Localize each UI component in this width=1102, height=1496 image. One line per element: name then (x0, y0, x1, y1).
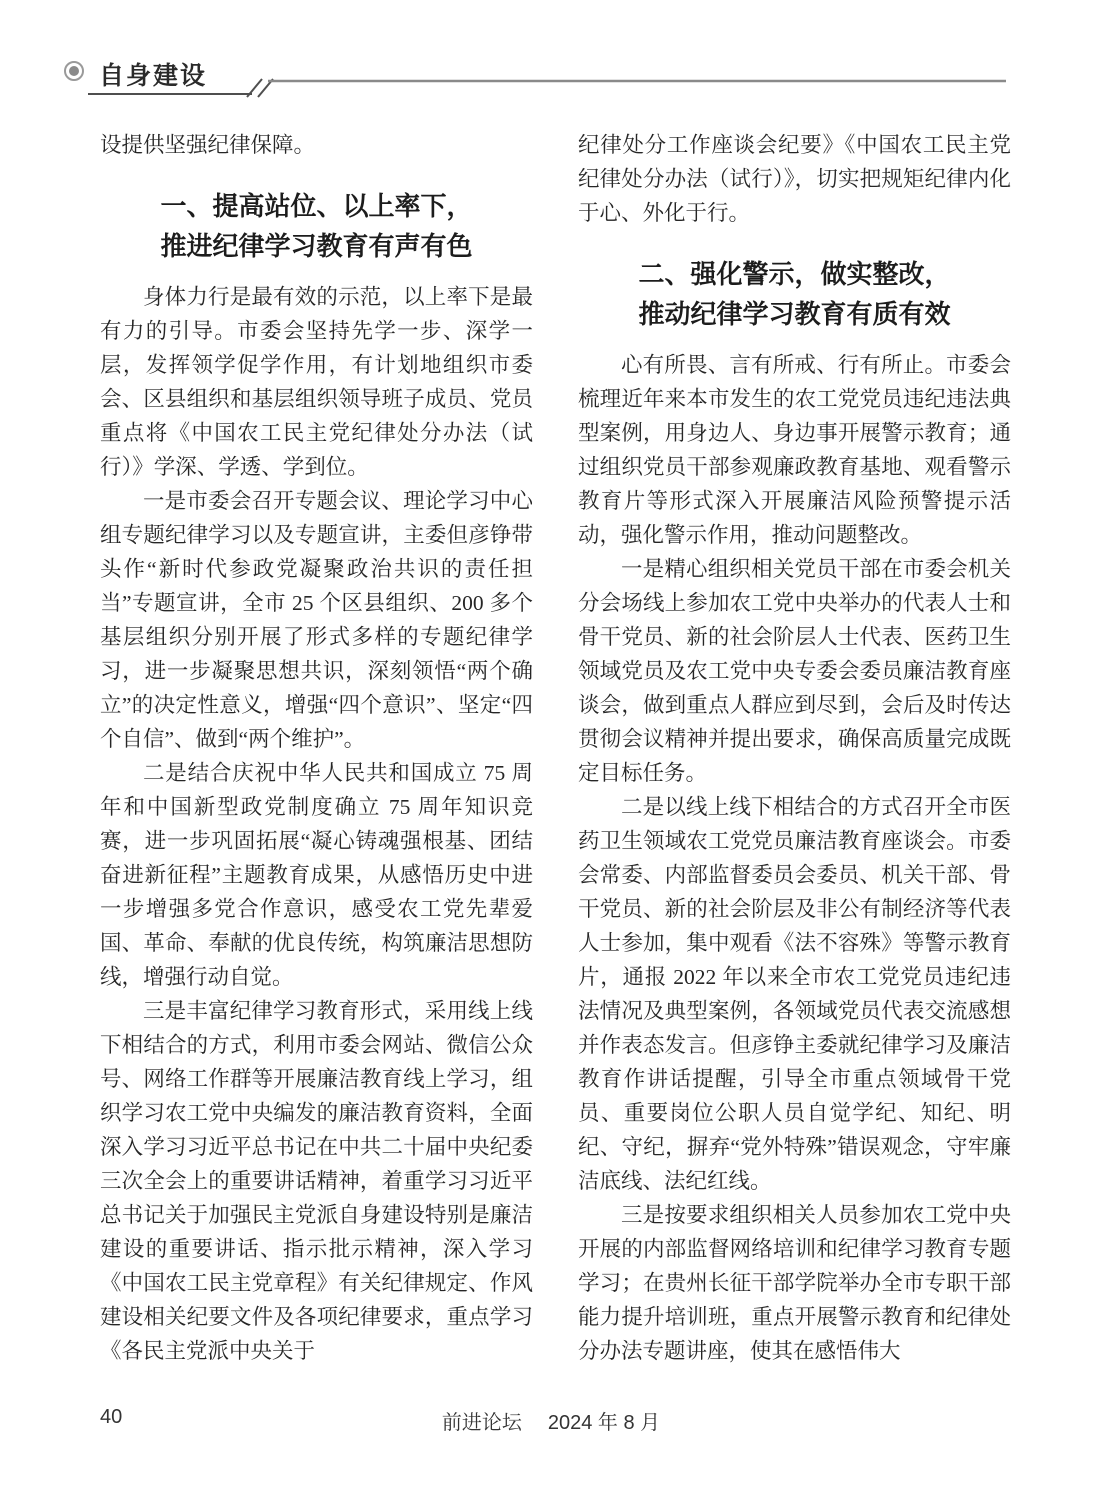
journal-name: 前进论坛 (441, 1412, 522, 1434)
section-label: 自身建设 (99, 62, 208, 90)
section-2-heading (578, 254, 1011, 334)
section-1-heading-line2: 推进纪律学习教育有声有色 (160, 231, 473, 261)
section-2-heading-line2: 推动纪律学习教育有质有效 (638, 299, 951, 329)
page-footer (0, 1406, 1102, 1440)
left-paragraph-3: 二是结合庆祝中华人民共和国成立 75 周年和中国新型政党制度确立 75 周年知识竞赛，进一步巩固拓展“凝心铸魂强根基、团结奋进新征程”主题教育成果，从感悟历史中进一步增强多党合作意识，感受农工党先辈爱国、革命、奉献的优良传统，构筑廉洁思想防线，增强行动自觉。 (100, 761, 533, 989)
left-paragraph-2: 一是市委会召开专题会议、理论学习中心组专题纪律学习以及专题宣讲，主委但彦铮带头作“新时代参政党凝聚政治共识的责任担当”专题宣讲，全市 25 个区县组织、200 多个基层组织分别开展了形式多样的专题纪律学习，进一步凝聚思想共识，深刻领悟“两个确立”的决定性意义，增强“四个意识”、坚定“四个自信”、做到“两个维护”。 (100, 489, 533, 751)
right-column (578, 128, 1011, 1368)
right-paragraph-3: 二是以线上线下相结合的方式召开全市医药卫生领域农工党党员廉洁教育座谈会。市委会常委、内部监督委员会委员、机关干部、骨干党员、新的社会阶层及非公有制经济等代表人士参加，集中观看《法不容殊》等警示教育片，通报 2022 年以来全市农工党党员违纪违法情况及典型案例，各领域党员代表交流感想并作表态发言。但彦铮主委就纪律学习及廉洁教育作讲话提醒，引导全市重点领域骨干党员、重要岗位公职人员自觉学纪、知纪、明纪、守纪，摒弃“党外特殊”错误观念，守牢廉洁底线、法纪红线。 (578, 795, 1011, 1193)
right-continuation-paragraph: 纪律处分工作座谈会纪要》《中国农工民主党纪律处分办法（试行）》，切实把规矩纪律内化于心、外化于行。 (578, 133, 1011, 225)
left-column (100, 128, 533, 1368)
section-1-heading (100, 186, 533, 266)
right-paragraph-2: 一是精心组织相关党员干部在市委会机关分会场线上参加农工党中央举办的代表人士和骨干党员、新的社会阶层人士代表、医药卫生领域党员及农工党中央专委会委员廉洁教育座谈会，做到重点人群应到尽到，会后及时传达贯彻会议精神并提出要求，确保高质量完成既定目标任务。 (578, 557, 1011, 785)
page-header (0, 0, 1102, 110)
right-paragraph-4: 三是按要求组织相关人员参加农工党中央开展的内部监督网络培训和纪律学习教育专题学习；在贵州长征干部学院举办全市专职干部能力提升培训班，重点开展警示教育和纪律处分办法专题讲座，使其在感悟伟大 (578, 1203, 1011, 1363)
left-intro-paragraph: 设提供坚强纪律保障。 (100, 133, 316, 157)
section-1-heading-line1: 一、提高站位、以上率下， (160, 191, 473, 221)
page-number: 40 (100, 1406, 123, 1428)
header-rule-decoration (0, 0, 1102, 110)
footer-journal-issue (0, 1406, 1102, 1435)
section-2-heading-line1: 二、强化警示，做实整改， (638, 259, 951, 289)
right-paragraph-1: 心有所畏、言有所戒、行有所止。市委会梳理近年来本市发生的农工党党员违纪违法典型案例，用身边人、身边事开展警示教育；通过组织党员干部参观廉政教育基地、观看警示教育片等形式深入开展廉洁风险预警提示活动，强化警示作用，推动问题整改。 (578, 353, 1011, 547)
left-paragraph-4: 三是丰富纪律学习教育形式，采用线上线下相结合的方式，利用市委会网站、微信公众号、网络工作群等开展廉洁教育线上学习，组织学习农工党中央编发的廉洁教育资料，全面深入学习习近平总书记在中共二十届中央纪委三次全会上的重要讲话精神，着重学习习近平总书记关于加强民主党派自身建设特别是廉洁建设的重要讲话、指示批示精神，深入学习《中国农工民主党章程》有关纪律规定、作风建设相关纪要文件及各项纪律要求，重点学习《各民主党派中央关于 (100, 999, 533, 1363)
left-paragraph-1: 身体力行是最有效的示范，以上率下是最有力的引导。市委会坚持先学一步、深学一层，发挥领学促学作用，有计划地组织市委会、区县组织和基层组织领导班子成员、党员重点将《中国农工民主党纪律处分办法（试行）》学深、学透、学到位。 (100, 285, 533, 479)
issue-date: 2024 年 8 月 (547, 1412, 661, 1434)
